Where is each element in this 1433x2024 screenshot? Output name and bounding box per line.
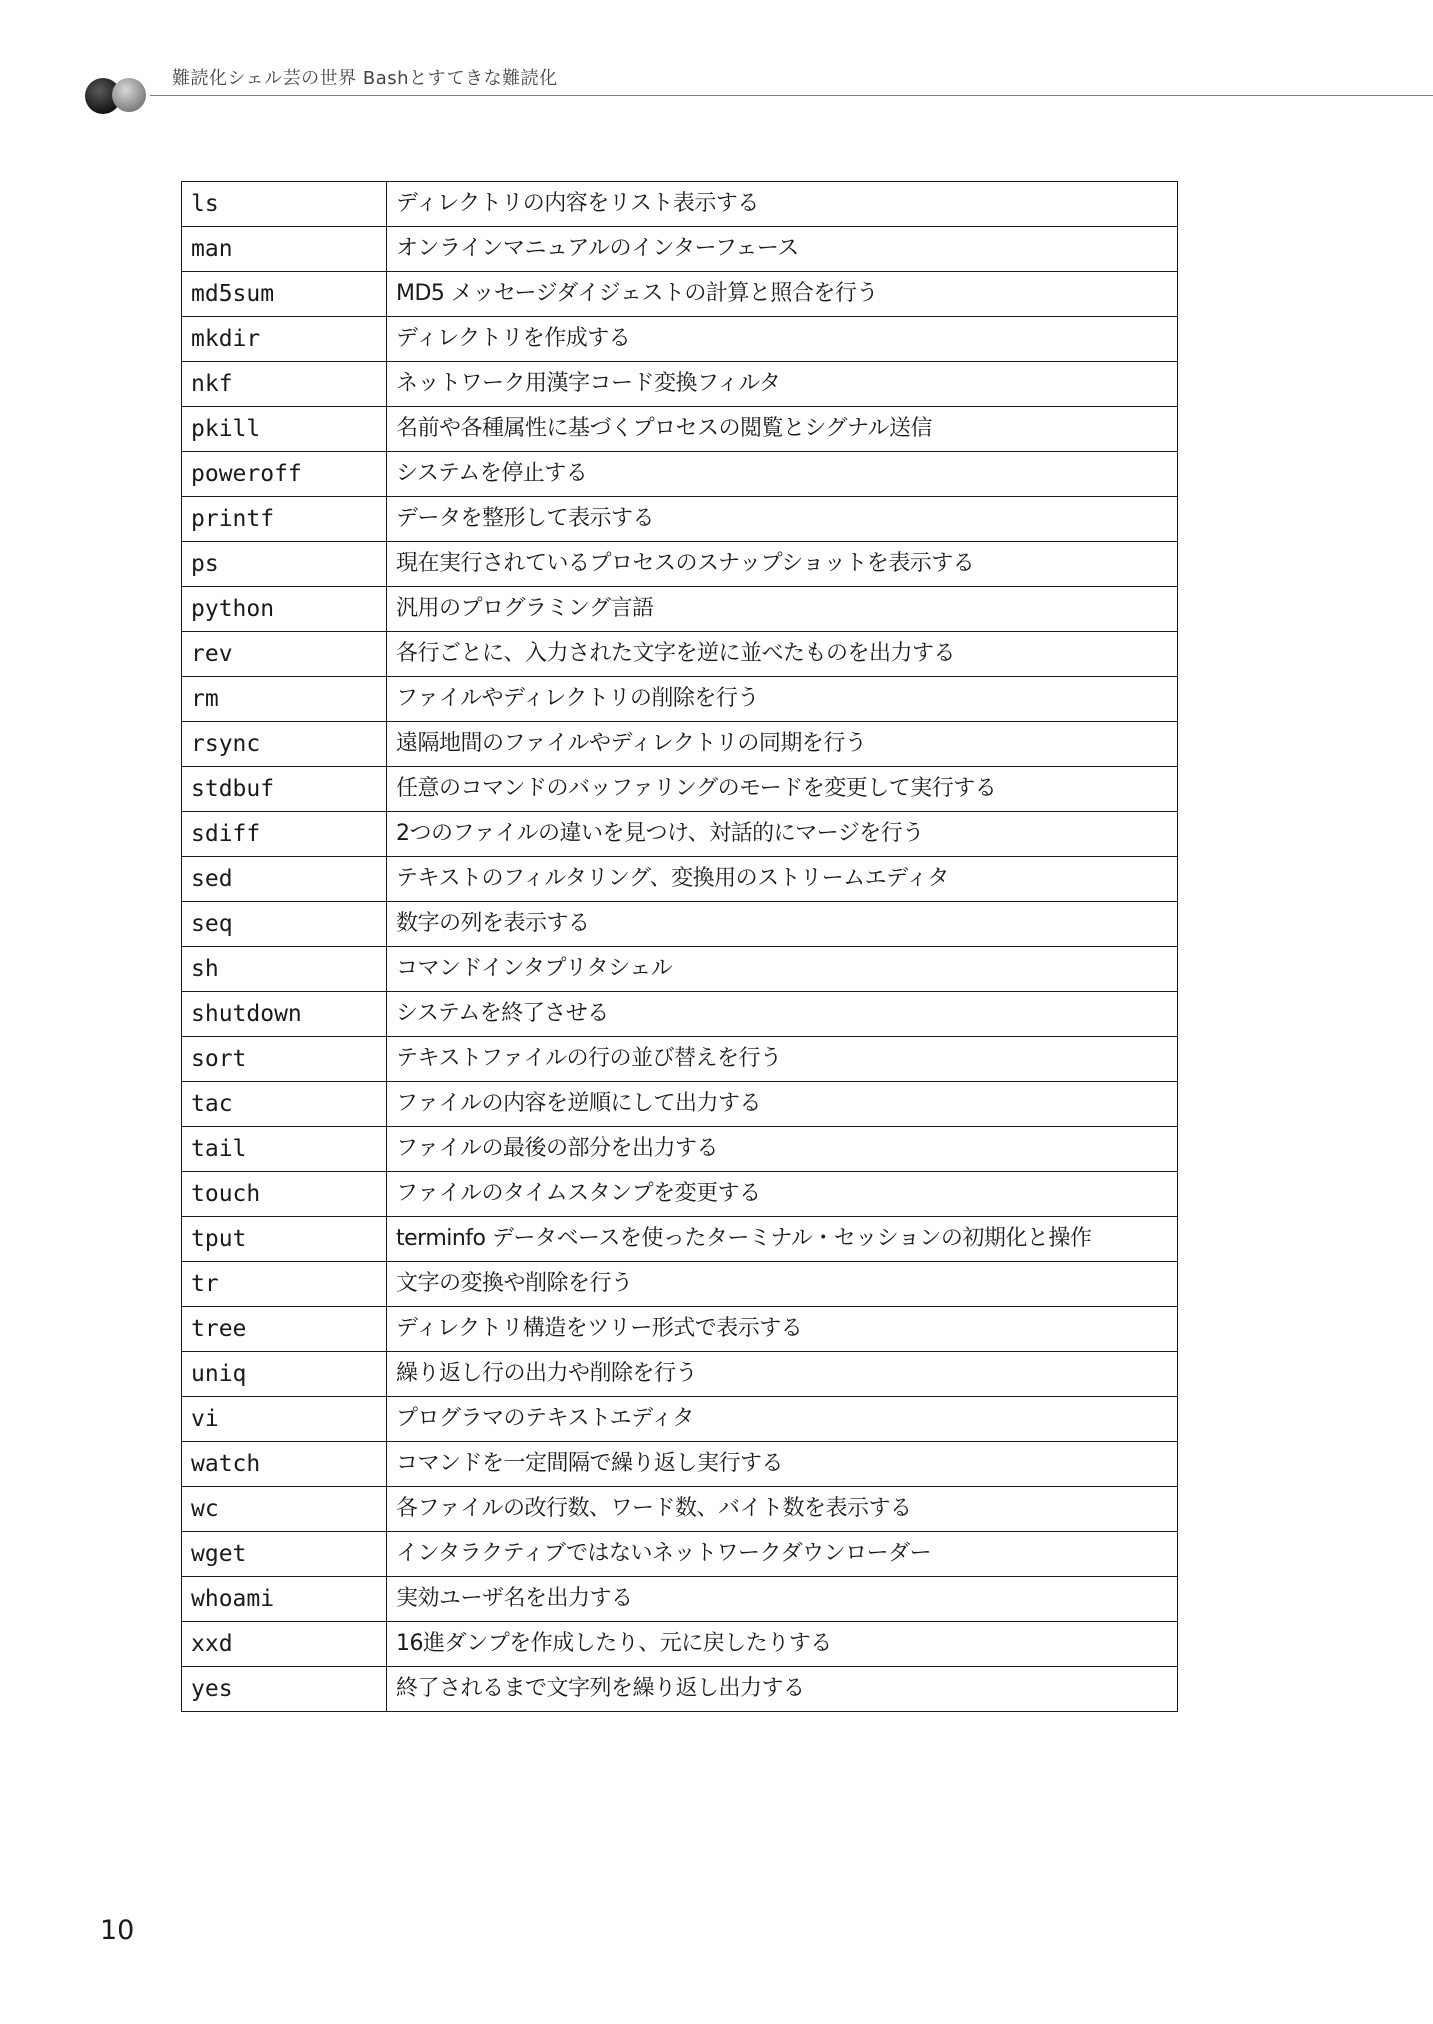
table-row — [182, 947, 1178, 992]
command-description-cell: MD5 メッセージダイジェストの計算と照合を行う — [387, 272, 1178, 317]
command-description-cell: 数字の列を表示する — [387, 902, 1178, 947]
command-name-cell: rsync — [182, 722, 387, 767]
command-name-cell: tail — [182, 1127, 387, 1172]
command-name-cell: uniq — [182, 1352, 387, 1397]
command-description-cell: テキストファイルの行の並び替えを行う — [387, 1037, 1178, 1082]
command-name-cell: man — [182, 227, 387, 272]
command-name-cell: wc — [182, 1487, 387, 1532]
command-name-cell: tr — [182, 1262, 387, 1307]
command-description-cell: 実効ユーザ名を出力する — [387, 1577, 1178, 1622]
command-description-cell: システムを停止する — [387, 452, 1178, 497]
table-row — [182, 992, 1178, 1037]
running-header-title: 難読化シェル芸の世界 Bashとすてきな難読化 — [172, 68, 558, 89]
table-row — [182, 452, 1178, 497]
command-description-cell: ディレクトリを作成する — [387, 317, 1178, 362]
command-name-cell: sort — [182, 1037, 387, 1082]
command-description-cell: 名前や各種属性に基づくプロセスの閲覧とシグナル送信 — [387, 407, 1178, 452]
command-name-cell: md5sum — [182, 272, 387, 317]
table-row — [182, 1667, 1178, 1712]
table-row — [182, 1352, 1178, 1397]
command-name-cell: sed — [182, 857, 387, 902]
command-name-cell: tac — [182, 1082, 387, 1127]
command-description-cell: 各行ごとに、入力された文字を逆に並べたものを出力する — [387, 632, 1178, 677]
table-row — [182, 227, 1178, 272]
table-row — [182, 857, 1178, 902]
command-name-cell: stdbuf — [182, 767, 387, 812]
command-name-cell: sh — [182, 947, 387, 992]
command-name-cell: wget — [182, 1532, 387, 1577]
table-row — [182, 362, 1178, 407]
command-description-cell: 遠隔地間のファイルやディレクトリの同期を行う — [387, 722, 1178, 767]
table-row — [182, 902, 1178, 947]
command-name-cell: vi — [182, 1397, 387, 1442]
command-name-cell: ps — [182, 542, 387, 587]
table-row — [182, 1217, 1178, 1262]
command-description-cell: ディレクトリ構造をツリー形式で表示する — [387, 1307, 1178, 1352]
command-name-cell: rev — [182, 632, 387, 677]
command-name-cell: mkdir — [182, 317, 387, 362]
table-row — [182, 767, 1178, 812]
table-row — [182, 1622, 1178, 1667]
table-row — [182, 632, 1178, 677]
command-description-cell: terminfo データベースを使ったターミナル・セッションの初期化と操作 — [387, 1217, 1178, 1262]
command-description-cell: 文字の変換や削除を行う — [387, 1262, 1178, 1307]
command-description-cell: テキストのフィルタリング、変換用のストリームエディタ — [387, 857, 1178, 902]
command-name-cell: watch — [182, 1442, 387, 1487]
command-description-cell: 現在実行されているプロセスのスナップショットを表示する — [387, 542, 1178, 587]
command-name-cell: tput — [182, 1217, 387, 1262]
command-description-cell: 2つのファイルの違いを見つけ、対話的にマージを行う — [387, 812, 1178, 857]
command-name-cell: tree — [182, 1307, 387, 1352]
table-row — [182, 497, 1178, 542]
command-name-cell: sdiff — [182, 812, 387, 857]
table-row — [182, 182, 1178, 227]
command-table — [181, 181, 1178, 1712]
command-description-cell: コマンドインタプリタシェル — [387, 947, 1178, 992]
command-description-cell: 任意のコマンドのバッファリングのモードを変更して実行する — [387, 767, 1178, 812]
command-table-body — [182, 182, 1178, 1712]
command-name-cell: shutdown — [182, 992, 387, 1037]
command-name-cell: seq — [182, 902, 387, 947]
command-name-cell: pkill — [182, 407, 387, 452]
command-description-cell: 各ファイルの改行数、ワード数、バイト数を表示する — [387, 1487, 1178, 1532]
table-row — [182, 1037, 1178, 1082]
table-row — [182, 1262, 1178, 1307]
command-description-cell: プログラマのテキストエディタ — [387, 1397, 1178, 1442]
header-divider — [150, 95, 1433, 96]
command-name-cell: python — [182, 587, 387, 632]
table-row — [182, 1127, 1178, 1172]
command-name-cell: yes — [182, 1667, 387, 1712]
command-name-cell: nkf — [182, 362, 387, 407]
table-row — [182, 1082, 1178, 1127]
table-row — [182, 812, 1178, 857]
table-row — [182, 317, 1178, 362]
table-row — [182, 1307, 1178, 1352]
table-row — [182, 1172, 1178, 1217]
command-description-cell: ファイルの内容を逆順にして出力する — [387, 1082, 1178, 1127]
table-row — [182, 587, 1178, 632]
table-row — [182, 1577, 1178, 1622]
command-name-cell: poweroff — [182, 452, 387, 497]
chapter-logo-icon — [83, 76, 153, 116]
command-description-cell: 終了されるまで文字列を繰り返し出力する — [387, 1667, 1178, 1712]
table-row — [182, 722, 1178, 767]
table-row — [182, 1397, 1178, 1442]
command-description-cell: 16進ダンプを作成したり、元に戻したりする — [387, 1622, 1178, 1667]
table-row — [182, 1487, 1178, 1532]
command-description-cell: ファイルやディレクトリの削除を行う — [387, 677, 1178, 722]
command-description-cell: 汎用のプログラミング言語 — [387, 587, 1178, 632]
command-name-cell: printf — [182, 497, 387, 542]
command-name-cell: xxd — [182, 1622, 387, 1667]
table-row — [182, 272, 1178, 317]
command-description-cell: インタラクティブではないネットワークダウンローダー — [387, 1532, 1178, 1577]
command-description-cell: オンラインマニュアルのインターフェース — [387, 227, 1178, 272]
command-description-cell: ディレクトリの内容をリスト表示する — [387, 182, 1178, 227]
command-description-cell: ネットワーク用漢字コード変換フィルタ — [387, 362, 1178, 407]
command-name-cell: rm — [182, 677, 387, 722]
command-name-cell: touch — [182, 1172, 387, 1217]
command-description-cell: 繰り返し行の出力や削除を行う — [387, 1352, 1178, 1397]
command-description-cell: システムを終了させる — [387, 992, 1178, 1037]
command-description-cell: コマンドを一定間隔で繰り返し実行する — [387, 1442, 1178, 1487]
command-name-cell: ls — [182, 182, 387, 227]
command-description-cell: データを整形して表示する — [387, 497, 1178, 542]
command-name-cell: whoami — [182, 1577, 387, 1622]
page-number: 10 — [100, 1915, 135, 1946]
command-description-cell: ファイルの最後の部分を出力する — [387, 1127, 1178, 1172]
table-row — [182, 677, 1178, 722]
table-row — [182, 1532, 1178, 1577]
table-row — [182, 1442, 1178, 1487]
table-row — [182, 407, 1178, 452]
table-row — [182, 542, 1178, 587]
command-description-cell: ファイルのタイムスタンプを変更する — [387, 1172, 1178, 1217]
